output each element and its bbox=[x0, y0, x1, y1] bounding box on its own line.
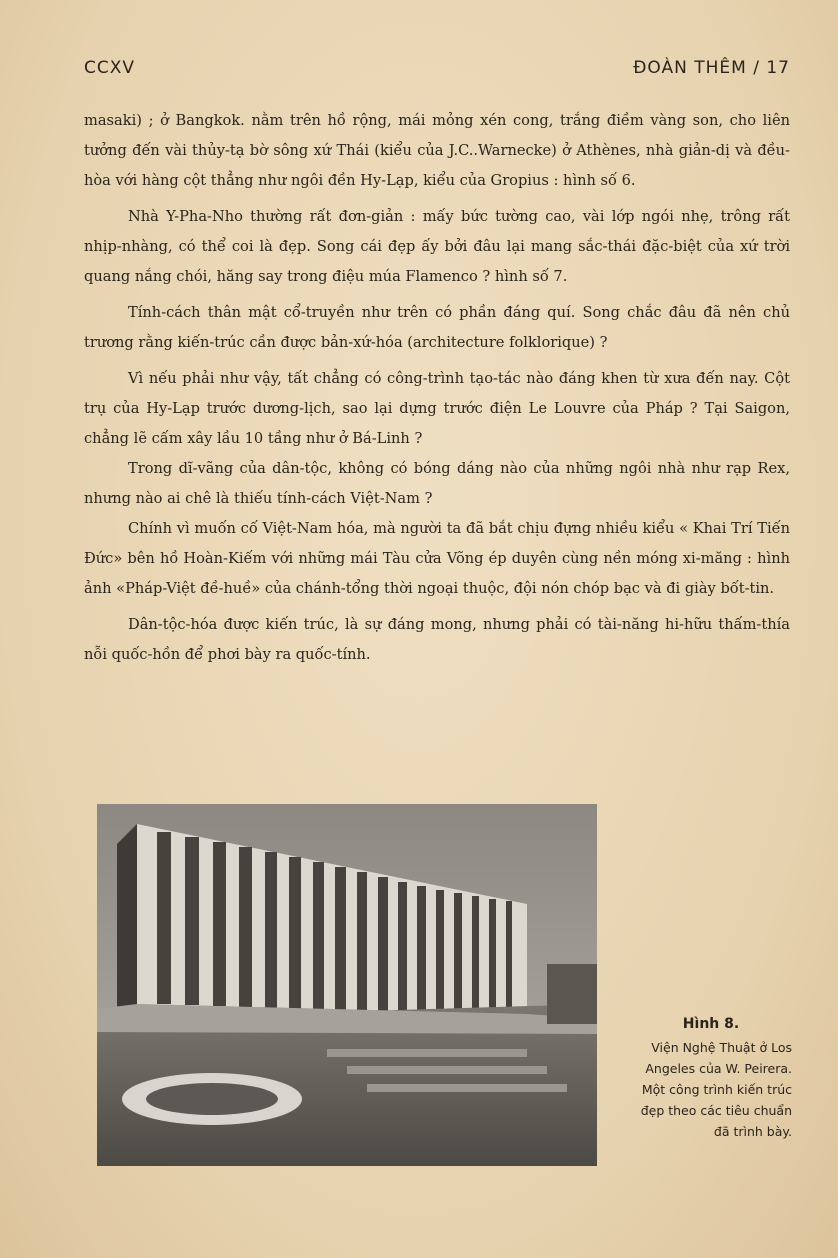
paragraph: Chính vì muốn cố Việt-Nam hóa, mà người ta đã bắt chịu đựng nhiều kiểu « Khai Trí Tiến Đức» bên hồ Hoàn-Kiếm với những mái Tàu cửa Võng ép duyên cùng nền móng xi-măng : hình ảnh «Pháp-Việt đề-huề» của chánh-tổng thời ngoại thuộc, đội nón chóp bạc và đi giày bốt-tin. bbox=[84, 520, 790, 597]
paragraph: masaki) ; ở Bangkok. nằm trên hồ rộng, mái mỏng xén cong, trắng điềm vàng son, cho liên tưởng đến vài thủy-tạ bờ sông xứ Thái (kiểu của J.C..Warnecke) ở Athènes, nhà giản-dị và đều-hòa với hàng cột thẳng như ngôi đền Hy-Lạp, kiểu của Gropius : hình số 6. bbox=[84, 112, 790, 189]
photo-illustration bbox=[97, 804, 597, 1166]
building-photo bbox=[97, 804, 597, 1166]
paragraph: Vì nếu phải như vậy, tất chẳng có công-trình tạo-tác nào đáng khen từ xưa đến nay. Cột trụ của Hy-Lạp trước dương-lịch, sao lại dựng trước điện Le Louvre của Pháp ? Tại Saigon, chẳng lẽ cấm xây lầu 10 tầng như ở Bá-Linh ? bbox=[84, 370, 790, 447]
caption-title: Hình 8. bbox=[682, 1016, 740, 1032]
chapter-number: CCXV bbox=[84, 58, 136, 78]
paragraph: Trong dĩ-vãng của dân-tộc, không có bóng dáng nào của những ngôi nhà như rạp Rex, nhưng nào ai chê là thiếu tính-cách Việt-Nam ? bbox=[84, 460, 790, 507]
caption-text: Viện Nghệ Thuật ở Los Angeles của W. Peirera. Một công trình kiến trúc đẹp theo các tiêu chuẩn đã trình bày. bbox=[640, 1040, 792, 1139]
paragraph: Nhà Y-Pha-Nho thường rất đơn-giản : mấy bức tường cao, vài lớp ngói nhẹ, trông rất nhịp-nhàng, có thể coi là đẹp. Song cái đẹp ấy bởi đâu lại mang sắc-thái đặc-biệt của xứ trời quang nắng chói, hăng say trong điệu múa Flamenco ? hình số 7. bbox=[84, 208, 790, 285]
page-header bbox=[84, 58, 790, 84]
body-text bbox=[84, 106, 790, 676]
figure-caption bbox=[630, 1014, 792, 1142]
paragraph: Dân-tộc-hóa được kiến trúc, là sự đáng mong, nhưng phải có tài-năng hi-hữu thấm-thía nỗi quốc-hồn để phơi bày ra quốc-tính. bbox=[84, 616, 790, 663]
author-page-number: ĐOÀN THÊM / 17 bbox=[633, 58, 790, 78]
paragraph: Tính-cách thân mật cổ-truyền như trên có phần đáng quí. Song chắc đâu đã nên chủ trương rằng kiến-trúc cần được bản-xứ-hóa (architecture folklorique) ? bbox=[84, 304, 790, 351]
